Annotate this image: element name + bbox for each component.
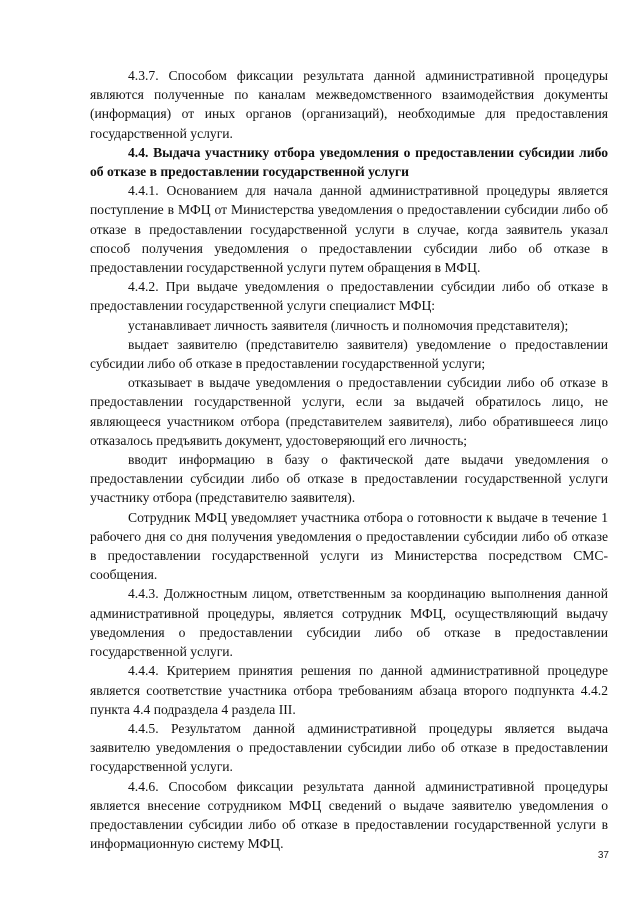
paragraph-sms-notice: Сотрудник МФЦ уведомляет участника отбора о готовности к выдаче в течение 1 рабочего дня со дня получения уведомления о предоставлении субсидии либо об отказе в предоставлении государственной услуги из Министерства посредством СМС-сообщения.	[90, 509, 608, 583]
page-number: 37	[597, 850, 609, 861]
paragraph-identity-check: устанавливает личность заявителя (личность и полномочия представителя);	[128, 317, 569, 333]
section-heading-4-4: 4.4. Выдача участнику отбора уведомления о предоставлении субсидии либо об отказе в предоставлении государственной услуги	[90, 144, 608, 180]
paragraph-4-4-6: 4.4.6. Способом фиксации результата данной административной процедуры является внесение сотрудником МФЦ сведений о выдаче заявителю уведомления о предоставлении субсидии либо об отказе в предоставлении государственной услуги в информационную систему МФЦ.	[90, 778, 608, 852]
paragraph-record-date: вводит информацию в базу о фактической дате выдачи уведомления о предоставлении субсидии либо об отказе в предоставлении государственной услуги участнику отбора (представителю заявителя).	[90, 452, 608, 506]
paragraph-issue-notice: выдает заявителю (представителю заявителя) уведомление о предоставлении субсидии либо об отказе в предоставлении государственной услуги;	[90, 336, 608, 372]
paragraph-4-4-1: 4.4.1. Основанием для начала данной административной процедуры является поступление в МФЦ от Министерства уведомления о предоставлении субсидии либо об отказе в предоставлении государственной услуги в случае, когда заявитель указал способ получения уведомления о предоставлении субсидии либо об отказе в предоставлении государственной услуги путем обращения в МФЦ.	[90, 183, 608, 276]
paragraph-4-4-2: 4.4.2. При выдаче уведомления о предоставлении субсидии либо об отказе в предоставлении государственной услуги специалист МФЦ:	[90, 279, 608, 314]
paragraph-4-4-3: 4.4.3. Должностным лицом, ответственным за координацию выполнения данной административной процедуры, является сотрудник МФЦ, осуществляющий выдачу уведомления о предоставлении субсидии либо об отказе в предоставлении государственной услуги.	[90, 586, 608, 660]
paragraph-4-4-5: 4.4.5. Результатом данной административной процедуры является выдача заявителю уведомления о предоставлении субсидии либо об отказе в предоставлении государственной услуги.	[90, 720, 608, 775]
paragraph-4-4-4: 4.4.4. Критерием принятия решения по данной административной процедуре является соответствие участника отбора требованиям абзаца второго подпункта 4.4.2 пункта 4.4 подраздела 4 раздела III.	[90, 663, 608, 717]
paragraph-4-3-7: 4.3.7. Способом фиксации результата данной административной процедуры являются полученные по каналам межведомственного взаимодействия документы (информация) от иных органов (организаций), необходимые для предоставления государственной услуги.	[90, 68, 608, 141]
document-page	[90, 66, 608, 853]
paragraph-refusal: отказывает в выдаче уведомления о предоставлении субсидии либо об отказе в предоставлении государственной услуги, если за выдачей обратилось лицо, не являющееся участником отбора (представителем заявителя), либо обратившееся лицо отказалось предъявить документ, удостоверяющий его личность;	[90, 375, 608, 448]
